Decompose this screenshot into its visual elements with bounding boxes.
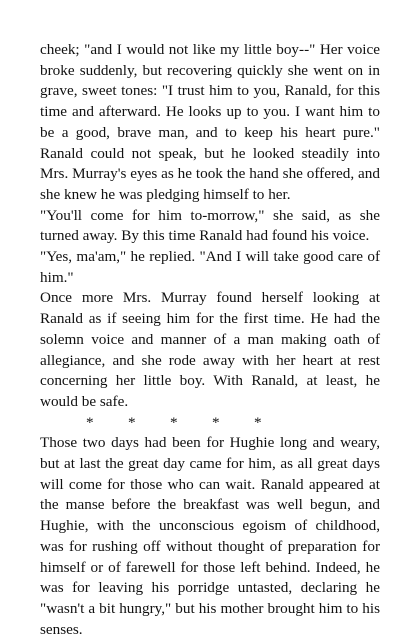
paragraph: cheek; "and I would not like my little boy--" Her voice broke suddenly, but recovering quickly she went on in grave, sweet tones: "I trust him to you, Ranald, for this time and afterward. He looks up to you. I want him to be a good, brave man, and to keep his heart pure." Ranald could not speak, but he looked steadily into Mrs. Murray's eyes as he took the hand she offered, and she knew he was pledging himself to her.: [40, 41, 380, 203]
separator-star: *: [254, 413, 262, 431]
separator-star: *: [212, 413, 220, 431]
separator-star: *: [86, 413, 94, 431]
separator-star: *: [128, 413, 136, 431]
separator-star: *: [170, 413, 178, 431]
paragraph: "Yes, ma'am," he replied. "And I will take good care of him.": [40, 248, 380, 286]
section-separator: [40, 413, 380, 434]
paragraph: "You'll come for him to-morrow," she said, as she turned away. By this time Ranald had found his voice.: [40, 206, 380, 245]
paragraph: Once more Mrs. Murray found herself looking at Ranald as if seeing him for the first time. He had the solemn voice and manner of a man making oath of allegiance, and she rode away with her heart at rest concerning her little boy. With Ranald, at least, he would be safe.: [40, 289, 380, 410]
page-text: [40, 40, 380, 640]
paragraph: Those two days had been for Hughie long and weary, but at last the great day came for him, as all great days will come for those who can wait. Ranald appeared at the manse before the breakfast was well begun, and Hughie, with the unconscious egoism of childhood, was for rushing off without thought of preparation for himself or of farewell for those left behind. Indeed, he was for leaving his porridge untasted, declaring he "wasn't a bit hungry," but his mother brought him to his senses.: [40, 434, 380, 638]
